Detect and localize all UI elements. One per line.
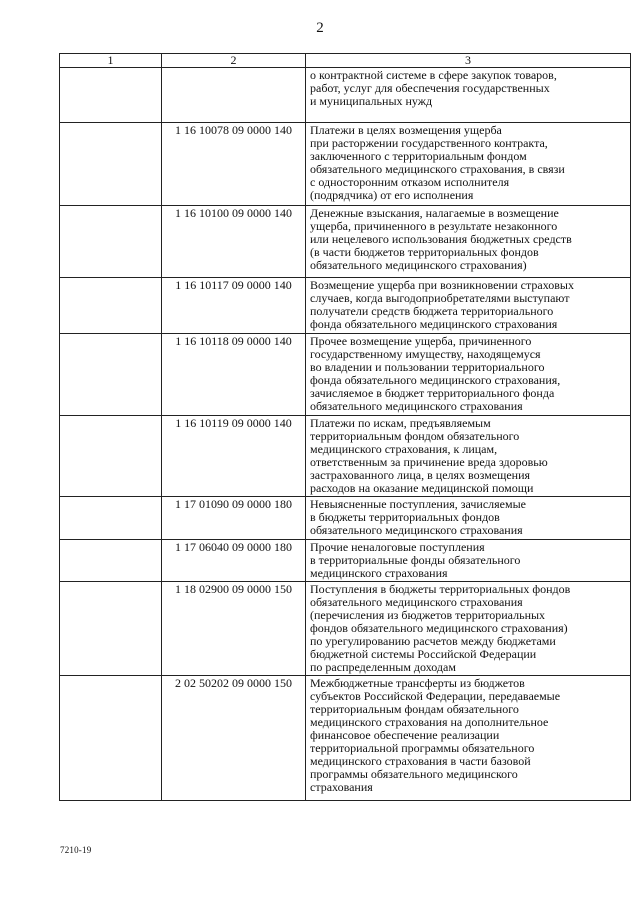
revenue-code-cell: 1 16 10117 09 0000 140 bbox=[162, 278, 306, 334]
revenue-description-cell: о контрактной системе в сфере закупок товаров, работ, услуг для обеспечения государственных и муниципальных нужд bbox=[306, 68, 631, 123]
row-col1-cell bbox=[60, 278, 162, 334]
revenue-description-cell: Платежи по искам, предъявляемым территориальным фондом обязательного медицинского страхования, к лицам, ответственным за причинение вреда здоровью застрахованного лица, в целях возмещения расходов на оказание медицинской помощи bbox=[306, 416, 631, 497]
revenue-description-cell: Возмещение ущерба при возникновении страховых случаев, когда выгодоприобретателями выступают получатели средств бюджета территориального фонда обязательного медицинского страхования bbox=[306, 278, 631, 334]
revenue-code-cell: 1 17 06040 09 0000 180 bbox=[162, 540, 306, 582]
table-row bbox=[60, 676, 631, 801]
table-header-row bbox=[60, 54, 631, 68]
row-col1-cell bbox=[60, 497, 162, 540]
revenue-code-cell: 1 16 10100 09 0000 140 bbox=[162, 206, 306, 278]
table-row bbox=[60, 68, 631, 123]
table-row bbox=[60, 497, 631, 540]
column-header-2: 2 bbox=[162, 54, 306, 68]
row-col1-cell bbox=[60, 206, 162, 278]
table-row bbox=[60, 540, 631, 582]
revenue-code-cell: 2 02 50202 09 0000 150 bbox=[162, 676, 306, 801]
row-col1-cell bbox=[60, 540, 162, 582]
column-header-1: 1 bbox=[60, 54, 162, 68]
revenue-description-cell: Межбюджетные трансферты из бюджетов субъектов Российской Федерации, передаваемые территориальным фондам обязательного медицинского страхования на дополнительное финансовое обеспечение реализации территориальной программы обязательного медицинского страхования в части базовой программы обязательного медицинского страхования bbox=[306, 676, 631, 801]
revenue-description-cell: Прочие неналоговые поступления в территориальные фонды обязательного медицинского страхования bbox=[306, 540, 631, 582]
row-col1-cell bbox=[60, 123, 162, 206]
row-col1-cell bbox=[60, 68, 162, 123]
revenue-code-cell: 1 18 02900 09 0000 150 bbox=[162, 582, 306, 676]
revenue-code-cell: 1 16 10119 09 0000 140 bbox=[162, 416, 306, 497]
row-col1-cell bbox=[60, 334, 162, 416]
column-header-3: 3 bbox=[306, 54, 631, 68]
table-row bbox=[60, 416, 631, 497]
row-col1-cell bbox=[60, 676, 162, 801]
revenue-description-cell: Денежные взыскания, налагаемые в возмещение ущерба, причиненного в результате незаконного или нецелевого использования бюджетных средств (в части бюджетов территориальных фондов обязательного медицинского страхования) bbox=[306, 206, 631, 278]
revenue-code-cell: 1 16 10118 09 0000 140 bbox=[162, 334, 306, 416]
revenue-description-cell: Невыясненные поступления, зачисляемые в бюджеты территориальных фондов обязательного медицинского страхования bbox=[306, 497, 631, 540]
revenue-description-cell: Поступления в бюджеты территориальных фондов обязательного медицинского страхования (перечисления из бюджетов территориальных фондов обязательного медицинского страхования) по урегулированию расчетов между бюджетами бюджетной системы Российской Федерации по распределенным доходам bbox=[306, 582, 631, 676]
table-row bbox=[60, 206, 631, 278]
document-footer-code: 7210-19 bbox=[60, 845, 92, 855]
table-row bbox=[60, 582, 631, 676]
revenue-codes-table bbox=[59, 53, 631, 801]
revenue-description-cell: Прочее возмещение ущерба, причиненного государственному имуществу, находящемуся во владении и пользовании территориального фонда обязательного медицинского страхования, зачисляемое в бюджет территориального фонда обязательного медицинского страхования bbox=[306, 334, 631, 416]
page-number: 2 bbox=[316, 20, 324, 36]
table-row bbox=[60, 278, 631, 334]
revenue-code-cell bbox=[162, 68, 306, 123]
revenue-code-cell: 1 17 01090 09 0000 180 bbox=[162, 497, 306, 540]
table-row bbox=[60, 334, 631, 416]
row-col1-cell bbox=[60, 416, 162, 497]
row-col1-cell bbox=[60, 582, 162, 676]
revenue-description-cell: Платежи в целях возмещения ущерба при расторжении государственного контракта, заключенного с территориальным фондом обязательного медицинского страхования, в связи с односторонним отказом исполнителя (подрядчика) от его исполнения bbox=[306, 123, 631, 206]
table-row bbox=[60, 123, 631, 206]
revenue-code-cell: 1 16 10078 09 0000 140 bbox=[162, 123, 306, 206]
